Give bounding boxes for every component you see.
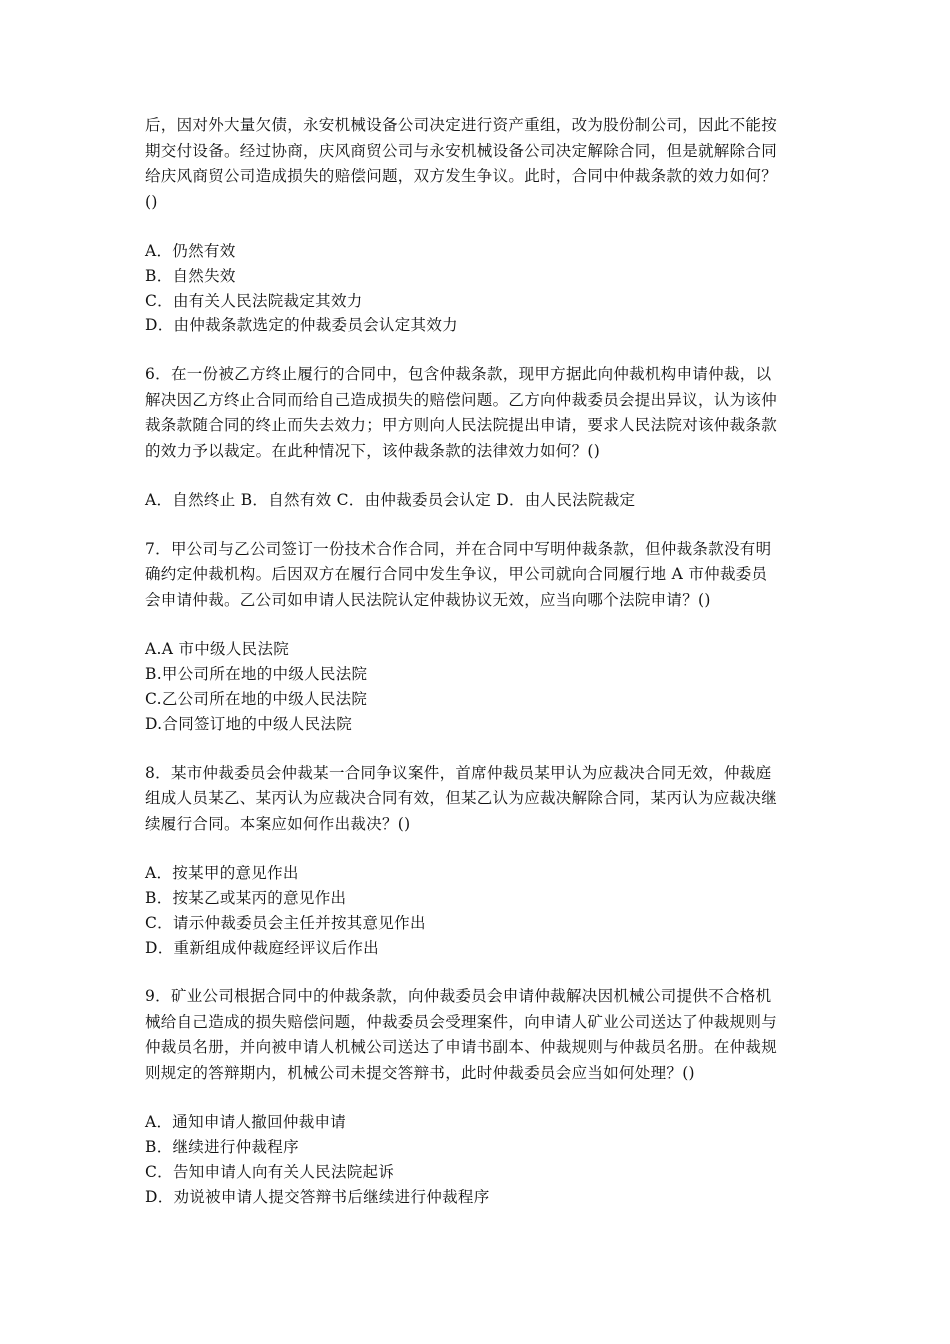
- option-b: B．按某乙或某丙的意见作出: [145, 888, 347, 907]
- text-line: 确约定仲裁机构。后因双方在履行合同中发生争议，甲公司就向合同履行地 A 市仲裁委员: [145, 565, 768, 584]
- text-line: 仲裁员名册，并向被申请人机械公司送达了申请书副本、仲裁规则与仲裁员名册。在仲裁规: [145, 1038, 778, 1057]
- text-line: 的效力予以裁定。在此种情况下，该仲裁条款的法律效力如何？(): [145, 441, 601, 460]
- text-line: 期交付设备。经过协商，庆风商贸公司与永安机械设备公司决定解除合同，但是就解除合同: [145, 141, 778, 160]
- question-7-options: [145, 637, 810, 736]
- text-line: 会申请仲裁。乙公司如申请人民法院认定仲裁协议无效，应当向哪个法院申请？(): [145, 590, 711, 609]
- document-page: [145, 113, 810, 1234]
- option-a: A.A 市中级人民法院: [145, 640, 290, 659]
- text-line: 解决因乙方终止合同而给自己造成损失的赔偿问题。乙方向仲裁委员会提出异议，认为该仲: [145, 390, 778, 409]
- option-d: D.合同签订地的中级人民法院: [145, 714, 353, 733]
- question-6-text: [145, 362, 810, 464]
- question-5-text: [145, 113, 810, 215]
- text-line: 组成人员某乙、某丙认为应裁决合同有效，但某乙认为应裁决解除合同，某丙认为应裁决继: [145, 789, 778, 808]
- option-c: C.乙公司所在地的中级人民法院: [145, 690, 368, 709]
- option-c: C．告知申请人向有关人民法院起诉: [145, 1162, 395, 1181]
- text-line: 续履行合同。本案应如何作出裁决？(): [145, 814, 411, 833]
- option-d: D．由仲裁条款选定的仲裁委员会认定其效力: [145, 316, 458, 335]
- text-line: 7．甲公司与乙公司签订一份技术合作合同，并在合同中写明仲裁条款，但仲裁条款没有明: [145, 539, 772, 558]
- options-inline: A．自然终止 B．自然有效 C．由仲裁委员会认定 D．由人民法院裁定: [145, 491, 636, 510]
- text-line: (): [145, 192, 158, 211]
- text-line: 8．某市仲裁委员会仲裁某一合同争议案件，首席仲裁员某甲认为应裁决合同无效，仲裁庭: [145, 763, 772, 782]
- option-d: D．重新组成仲裁庭经评议后作出: [145, 938, 379, 957]
- question-8-stem: [145, 761, 810, 838]
- option-a: A．通知申请人撤回仲裁申请: [145, 1113, 347, 1132]
- text-line: 裁条款随合同的终止而失去效力；甲方则向人民法院提出申请，要求人民法院对该仲裁条款: [145, 416, 778, 435]
- question-9-stem: [145, 984, 810, 1086]
- question-5-options: [145, 239, 810, 338]
- text-line: 械给自己造成的损失赔偿问题，仲裁委员会受理案件，向申请人矿业公司送达了仲裁规则与: [145, 1012, 778, 1031]
- question-6-options: [145, 488, 810, 513]
- option-a: A．按某甲的意见作出: [145, 864, 299, 883]
- option-c: C．请示仲裁委员会主任并按其意见作出: [145, 913, 426, 932]
- question-9-text: [145, 984, 810, 1086]
- text-line: 后，因对外大量欠债，永安机械设备公司决定进行资产重组，改为股份制公司，因此不能按: [145, 116, 778, 134]
- text-line: 给庆风商贸公司造成损失的赔偿问题，双方发生争议。此时，合同中仲裁条款的效力如何？: [145, 167, 778, 185]
- question-6-stem: [145, 362, 810, 464]
- option-c: C．由有关人民法院裁定其效力: [145, 291, 363, 310]
- question-7-text: [145, 537, 810, 614]
- question-9-options: [145, 1110, 810, 1209]
- option-b: B．自然失效: [145, 266, 236, 285]
- text-line: 6．在一份被乙方终止履行的合同中，包含仲裁条款，现甲方据此向仲裁机构申请仲裁，以: [145, 365, 772, 384]
- question-7-stem: [145, 537, 810, 614]
- question-5-stem: [145, 113, 810, 215]
- option-b: B.甲公司所在地的中级人民法院: [145, 665, 368, 684]
- text-line: 9．矿业公司根据合同中的仲裁条款，向仲裁委员会申请仲裁解决因机械公司提供不合格机: [145, 987, 772, 1006]
- option-d: D．劝说被申请人提交答辩书后继续进行仲裁程序: [145, 1187, 490, 1206]
- question-8-text: [145, 761, 810, 838]
- question-8-options: [145, 861, 810, 960]
- text-line: 则规定的答辩期内，机械公司未提交答辩书，此时仲裁委员会应当如何处理？(): [145, 1063, 695, 1082]
- option-b: B．继续进行仲裁程序: [145, 1138, 299, 1157]
- option-a: A．仍然有效: [145, 242, 236, 260]
